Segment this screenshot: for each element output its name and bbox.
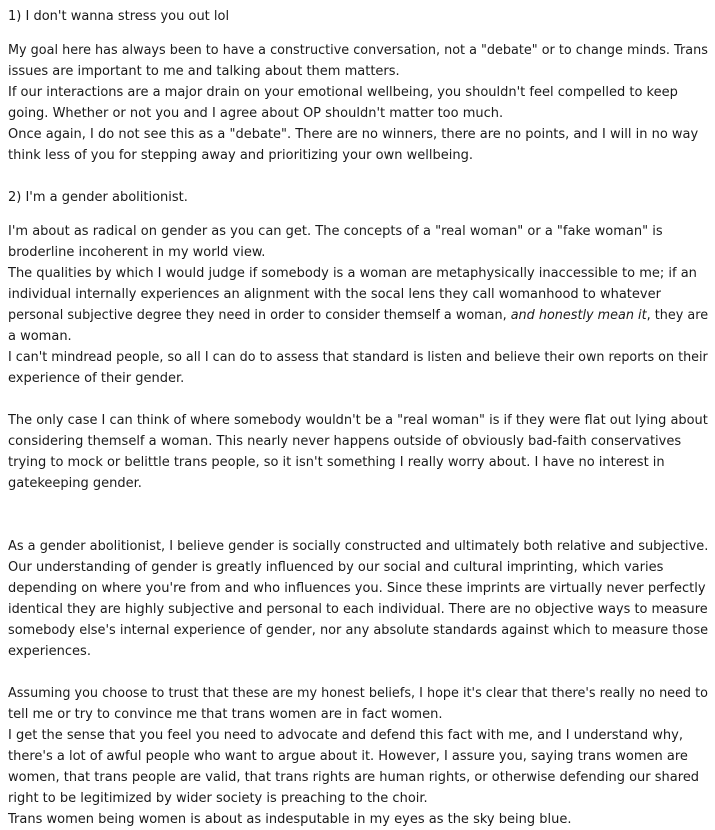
text-line: going. Whether or not you and I agree about OP shouldn't matter too much.: [8, 106, 504, 121]
text-line: experience of their gender.: [8, 371, 185, 386]
text-line: 1) I don't wanna stress you out lol: [8, 9, 230, 24]
text-line: right to be legitimized by wider society is preaching to the choir.: [8, 791, 428, 806]
text-line: Assuming you choose to trust that these are my honest beliefs, I hope it's clear that there's really no need to: [8, 686, 708, 701]
text-line: experiences.: [8, 644, 91, 659]
text-line: women, that trans people are valid, that trans rights are human rights, or otherwise defending our shared: [8, 770, 700, 785]
text-line: Trans women being women is about as indesputable in my eyes as the sky being blue.: [8, 812, 572, 827]
text-line: 2) I'm a gender abolitionist.: [8, 190, 188, 205]
text-line: trying to mock or belittle trans people, so it isn't something I really worry about. I have no interest in: [8, 455, 665, 470]
text-line: a woman.: [8, 329, 72, 344]
text-line: As a gender abolitionist, I believe gender is socially constructed and ultimately both relative and subjective.: [8, 539, 709, 554]
text-line: somebody else's internal experience of gender, nor any absolute standards against which to measure those: [8, 623, 709, 638]
text-line: tell me or try to convince me that trans women are in fact women.: [8, 707, 443, 722]
text-line: broderline incoherent in my world view.: [8, 245, 266, 260]
text-segment: , they are: [646, 308, 709, 323]
text-segment: personal subjective degree they need in order to consider themself a woman,: [8, 308, 511, 323]
text-line: issues are important to me and talking about them matters.: [8, 64, 400, 79]
text-line: gatekeeping gender.: [8, 476, 142, 491]
text-line: depending on where you're from and who influences you. Since these imprints are virtually never perfectly: [8, 581, 706, 596]
text-line: My goal here has always been to have a constructive conversation, not a "debate" or to change minds. Trans: [8, 43, 708, 58]
text-line: considering themself a woman. This nearly never happens outside of obviously bad-faith conservatives: [8, 434, 682, 449]
text-line-mixed: [8, 305, 708, 326]
text-line: I can't mindread people, so all I can do to assess that standard is listen and believe their own reports on their: [8, 350, 708, 365]
text-line: The qualities by which I would judge if somebody is a woman are metaphysically inaccessible to me; if an: [8, 266, 697, 281]
text-line: If our interactions are a major drain on your emotional wellbeing, you shouldn't feel compelled to keep: [8, 85, 678, 100]
text-line: Our understanding of gender is greatly influenced by our social and cultural imprinting, which varies: [8, 560, 664, 575]
text-line: think less of you for stepping away and prioritizing your own wellbeing.: [8, 148, 473, 163]
text-line: Once again, I do not see this as a "debate". There are no winners, there are no points, and I will in no way: [8, 127, 699, 142]
text-line: identical they are highly subjective and personal to each individual. There are no objective ways to measure: [8, 602, 708, 617]
text-line: individual internally experiences an alignment with the socal lens they call womanhood to whatever: [8, 287, 661, 302]
text-line: I'm about as radical on gender as you can get. The concepts of a "real woman" or a "fake woman" is: [8, 224, 663, 239]
text-line: The only case I can think of where somebody wouldn't be a "real woman" is if they were flat out lying about: [8, 413, 708, 428]
text-line: I get the sense that you feel you need to advocate and defend this fact with me, and I understand why,: [8, 728, 683, 743]
text-line: there's a lot of awful people who want to argue about it. However, I assure you, saying trans women are: [8, 749, 688, 764]
emphasis-text: and honestly mean it: [510, 308, 647, 323]
